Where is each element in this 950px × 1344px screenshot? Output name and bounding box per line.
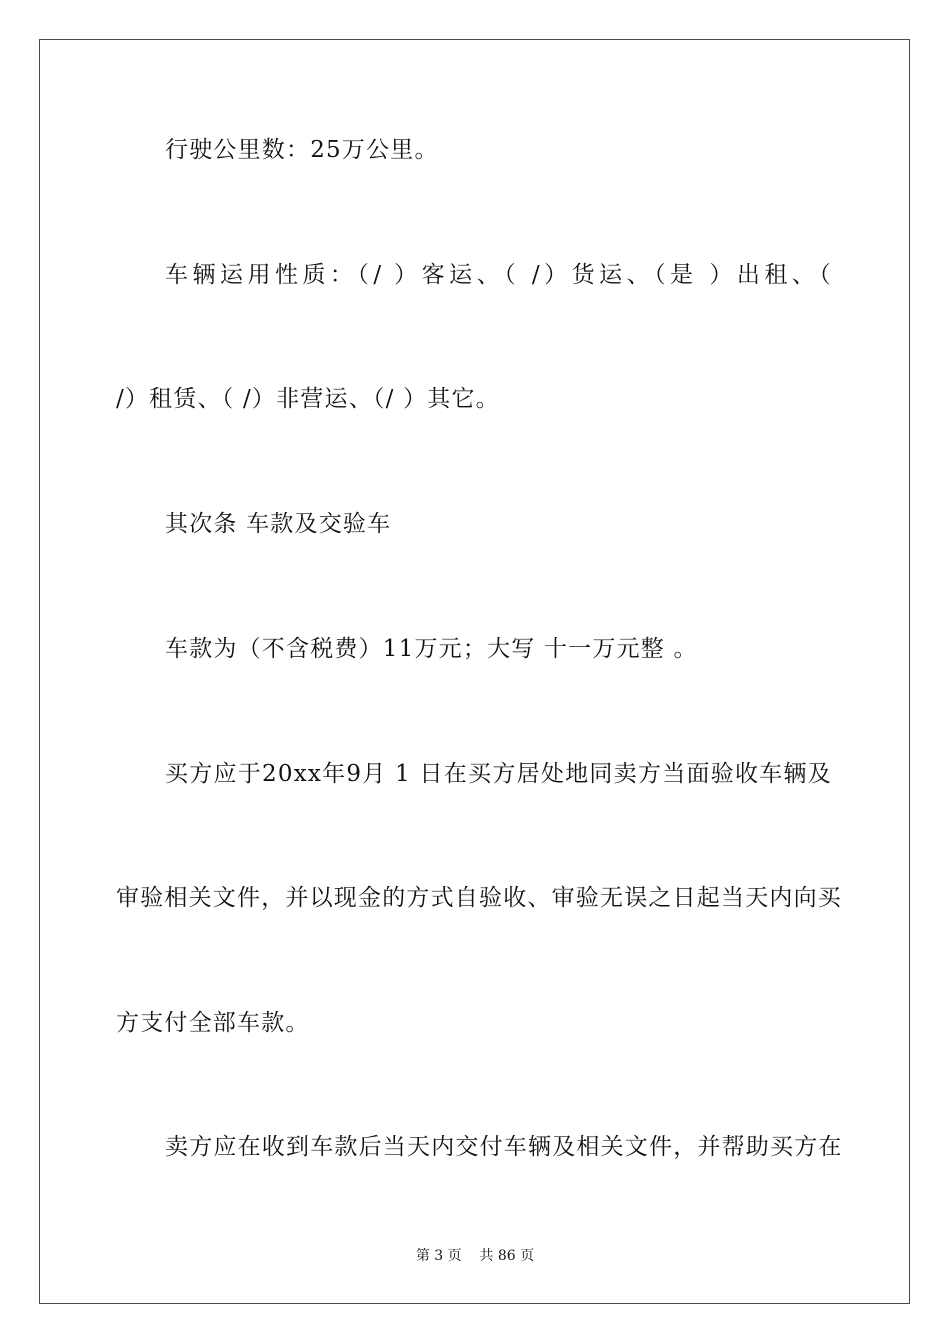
mileage-line: 行驶公里数：25万公里。 [165,137,439,163]
page-border [39,39,910,1304]
vehicle-usage-line-1: 车辆运用性质：（/ ）客运、（ /）货运、（是 ）出租、（ [165,262,832,288]
delivery-paragraph-line-1: 卖方应在收到车款后当天内交付车辆及相关文件，并帮助买方在 [165,1134,843,1160]
inspection-paragraph-line-1: 买方应于20xx年9月 1 日在买方居处地同卖方当面验收车辆及 [165,761,832,787]
inspection-paragraph-line-3: 方支付全部车款。 [116,1010,310,1036]
price-line: 车款为（不含税费）11万元；大写 十一万元整 。 [165,636,698,662]
page-number-footer: 第 3 页 共 86 页 [415,1248,535,1264]
inspection-paragraph-line-2: 审验相关文件，并以现金的方式自验收、审验无误之日起当天内向买 [116,885,842,911]
section-heading: 其次条 车款及交验车 [165,511,392,537]
vehicle-usage-line-2: /）租赁、（ /）非营运、（/ ）其它。 [116,386,500,412]
